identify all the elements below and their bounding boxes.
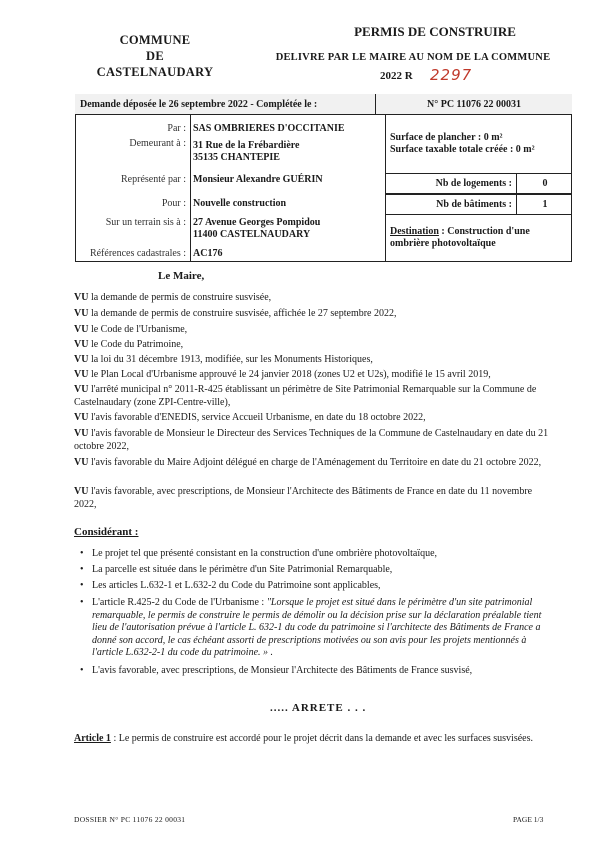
- pour-label: Pour :: [161, 198, 186, 209]
- divider: [516, 194, 517, 215]
- vu-text: l'avis favorable d'ENEDIS, service Accueil Urbanisme, en date du 18 octobre 2022,: [90, 412, 426, 423]
- cadastral-reference: AC176: [193, 248, 223, 259]
- represente-label: Représenté par :: [121, 174, 186, 185]
- vu-text: la demande de permis de construire susvisée,: [90, 292, 272, 303]
- reference-year: 2022 R: [380, 70, 413, 82]
- vu-prefix: VU: [74, 292, 89, 303]
- divider: [516, 173, 517, 194]
- considerant-heading: Considérant :: [74, 526, 139, 538]
- vu-item: [74, 369, 552, 382]
- nb-batiments-label: Nb de bâtiments :: [436, 199, 512, 210]
- applicant-address: [193, 140, 299, 164]
- bullet-icon: •: [80, 564, 84, 575]
- permit-number: N° PC 11076 22 00031: [427, 99, 521, 110]
- vu-prefix: VU: [74, 428, 89, 439]
- bullet-item: Les articles L.632-1 et L.632-2 du Code du Patrimoine sont applicables,: [92, 580, 381, 591]
- document-title: PERMIS DE CONSTRUIRE: [354, 24, 516, 39]
- vu-item: [74, 354, 552, 367]
- commune-line: CASTELNAUDARY: [96, 65, 214, 79]
- divider: [190, 115, 191, 262]
- vu-item: [74, 292, 552, 305]
- vu-prefix: VU: [74, 339, 89, 350]
- vu-item: [74, 384, 552, 409]
- vu-item: [74, 412, 552, 425]
- footer-page-number: PAGE 1/3: [513, 815, 544, 824]
- le-maire-heading: Le Maire,: [158, 270, 205, 282]
- surface-taxable: Surface taxable totale créée : 0 m²: [390, 144, 535, 155]
- cadastral-label: Références cadastrales :: [89, 248, 186, 259]
- vu-text: le Plan Local d'Urbanisme approuvé le 24 janvier 2018 (zones U2 et U2s), modifié le 15 avril 2019,: [90, 369, 491, 380]
- arrete-heading: ..... ARRETE . . .: [270, 702, 367, 714]
- article-text: : Le permis de construire est accordé pour le projet décrit dans la demande et avec les surfaces susvisées.: [110, 733, 533, 744]
- footer-dossier: DOSSIER N° PC 11076 22 00031: [74, 815, 186, 824]
- bullet-icon: •: [80, 548, 84, 559]
- vu-item: [74, 428, 552, 453]
- vu-text: l'arrêté municipal n° 2011-R-425 établissant un périmètre de Site Patrimonial Remarquable sur la Commune de Castelnaudary (zone ZPI-Centre-ville),: [74, 384, 537, 408]
- vu-prefix: VU: [74, 486, 89, 497]
- vu-item: [74, 308, 552, 321]
- vu-item: [74, 324, 552, 337]
- destination: [390, 226, 570, 250]
- address-line: 31 Rue de la Frébardière: [193, 140, 300, 151]
- nb-logements-value: 0: [542, 178, 548, 189]
- project-type: Nouvelle construction: [193, 198, 287, 209]
- terrain-label: Sur un terrain sis à :: [105, 217, 186, 228]
- bullet-icon: •: [80, 665, 84, 676]
- vu-text: la demande de permis de construire susvisée, affichée le 27 septembre 2022,: [90, 308, 397, 319]
- nb-batiments-value: 1: [542, 199, 548, 210]
- bullet-item: Le projet tel que présenté consistant en la construction d'une ombrière photovoltaïque,: [92, 548, 438, 559]
- address-line: 11400 CASTELNAUDARY: [193, 229, 311, 240]
- vu-prefix: VU: [74, 369, 89, 380]
- bullet-item: La parcelle est située dans le périmètre d'un Site Patrimonial Remarquable,: [92, 564, 393, 575]
- article-label: Article 1: [74, 733, 111, 744]
- article-1: [74, 732, 552, 745]
- bullet-text: L'article R.425-2 du Code de l'Urbanisme :: [92, 597, 265, 608]
- demeurant-label: Demeurant à :: [129, 138, 186, 149]
- vu-prefix: VU: [74, 354, 89, 365]
- vu-text: le Code du Patrimoine,: [90, 339, 184, 350]
- commune-line: COMMUNE: [119, 33, 191, 47]
- vu-text: l'avis favorable, avec prescriptions, de Monsieur l'Architecte des Bâtiments de France en date du 11 novembre 2022,: [74, 486, 533, 510]
- bullet-icon: •: [80, 580, 84, 591]
- vu-item: [74, 457, 552, 470]
- commune-name: [80, 32, 230, 80]
- vu-prefix: VU: [74, 457, 89, 468]
- divider: [375, 94, 376, 115]
- bullet-icon: •: [80, 597, 84, 608]
- vu-item: [74, 486, 552, 511]
- commune-line: DE: [146, 49, 164, 63]
- vu-text: l'avis favorable de Monsieur le Directeur des Services Techniques de la Commune de Castelnaudary en date du 21 octobre 2022,: [74, 428, 549, 452]
- terrain-address: [193, 217, 320, 241]
- par-label: Par :: [167, 123, 186, 134]
- document-subtitle: DELIVRE PAR LE MAIRE AU NOM DE LA COMMUNE: [275, 52, 551, 63]
- address-line: 27 Avenue Georges Pompidou: [193, 217, 321, 228]
- vu-text: l'avis favorable du Maire Adjoint délégué en charge de l'Aménagement du Territoire en date du 21 octobre 2022,: [90, 457, 542, 468]
- address-line: 35135 CHANTEPIE: [193, 152, 280, 163]
- article-quote: "Lorsque le projet est situé dans le périmètre d'un site patrimonial remarquable, le permis de construire le permis de démolir ou la décision prise sur la déclaration préalable tient lieu de l'autorisation prévue à l'article L. 632-1 du code du patrimoine si l'architecte des Bâtiments de France a donné son accord, le cas échéant assorti de prescriptions motivées ou son avis pour les projets mentionnés à l'article L.632-2-1 du code du patrimoine. » .: [92, 597, 542, 658]
- handwritten-reference-number: 2297: [430, 66, 473, 84]
- vu-text: le Code de l'Urbanisme,: [90, 324, 188, 335]
- surfaces: [390, 132, 535, 156]
- destination-label: Destination: [390, 226, 439, 237]
- vu-text: la loi du 31 décembre 1913, modifiée, sur les Monuments Historiques,: [90, 354, 373, 365]
- vu-item: [74, 339, 552, 352]
- representative-name: Monsieur Alexandre GUÉRIN: [193, 174, 323, 185]
- vu-prefix: VU: [74, 324, 89, 335]
- demande-date: Demande déposée le 26 septembre 2022 - Complétée le :: [80, 99, 318, 110]
- surface-plancher: Surface de plancher : 0 m²: [390, 132, 503, 143]
- vu-prefix: VU: [74, 384, 89, 395]
- vu-prefix: VU: [74, 412, 89, 423]
- vu-prefix: VU: [74, 308, 89, 319]
- applicant-name: SAS OMBRIERES D'OCCITANIE: [193, 123, 345, 134]
- destination-value: : Construction d'une ombrière photovoltaïque: [390, 226, 530, 249]
- bullet-item-with-quote: [92, 597, 552, 660]
- bullet-item: L'avis favorable, avec prescriptions, de Monsieur l'Architecte des Bâtiments de France susvisé,: [92, 665, 473, 676]
- nb-logements-label: Nb de logements :: [435, 178, 512, 189]
